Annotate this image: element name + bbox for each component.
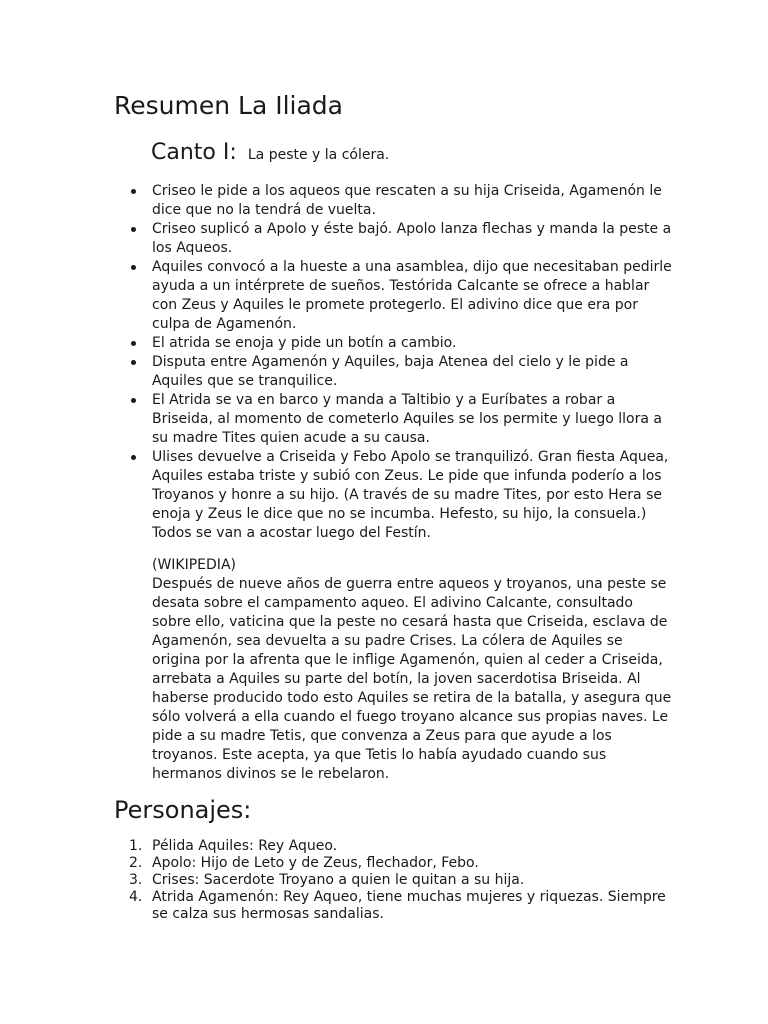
canto-label: Canto I: [151,140,237,165]
character-text: Apolo: Hijo de Leto y de Zeus, flechador, Febo. [152,855,479,871]
summary-list [152,182,672,543]
character-item [129,838,672,855]
characters-list [129,838,672,923]
character-number: 1. [129,838,143,854]
summary-item: Criseo suplicó a Apolo y éste bajó. Apolo lanza flechas y manda la peste a los Aqueos. [152,221,672,256]
summary-item: Disputa entre Agamenón y Aquiles, baja Atenea del cielo y le pide a Aquiles que se tranquilice. [152,353,672,391]
summary-item: Ulises devuelve a Criseida y Febo Apolo se tranquilizó. Gran fiesta Aquea, Aquiles estaba triste y subió con Zeus. Le pide que infunda poderío a los Troyanos y honre a su hijo. (A través de su madre Tites, por esto Hera se enoja y Zeus le dice que no se incumba. Hefesto, su hijo, la consuela.) Todos se van a acostar luego del Festín. [152,448,672,543]
character-text: Atrida Agamenón: Rey Aqueo, tiene muchas mujeres y riquezas. Siempre se calza sus hermosas sandalias. [152,889,666,922]
canto-heading [151,139,389,167]
characters-heading: Personajes: [114,796,252,824]
wiki-source-label: (WIKIPEDIA) [152,557,236,573]
wikipedia-excerpt [152,556,672,784]
character-number: 4. [129,889,143,905]
character-item [129,889,672,923]
canto-subtitle: La peste y la cólera. [247,147,390,163]
character-number: 2. [129,855,143,871]
summary-item: El Atrida se va en barco y manda a Taltibio y a Euríbates a robar a Briseida, al momento de cometerlo Aquiles se los permite y luego llora a su madre Tites quien acude a su causa. [152,391,672,448]
character-text: Pélida Aquiles: Rey Aqueo. [152,838,338,854]
character-item [129,855,672,872]
summary-item: Criseo le pide a los aqueos que rescaten a su hija Criseida, Agamenón le dice que no la tendrá de vuelta. [152,182,672,220]
character-text: Crises: Sacerdote Troyano a quien le quitan a su hija. [152,872,525,888]
character-number: 3. [129,872,143,888]
document-title: Resumen La Iliada [114,91,343,120]
wiki-paragraph: Después de nueve años de guerra entre aqueos y troyanos, una peste se desata sobre el campamento aqueo. El adivino Calcante, consultado sobre ello, vaticina que la peste no cesará hasta que Criseida, esclava de Agamenón, sea devuelta a su padre Crises. La cólera de Aquiles se origina por la afrenta que le inflige Agamenón, quien al ceder a Criseida, arrebata a Aquiles su parte del botín, la joven sacerdotisa Briseida. Al haberse producido todo esto Aquiles se retira de la batalla, y asegura que sólo volverá a ella cuando el fuego troyano alcance sus propias naves. Le pide a su madre Tetis, que convenza a Zeus para que ayude a los troyanos. Este acepta, ya que Tetis lo había ayudado cuando sus hermanos divinos se le rebelaron. [152,576,672,782]
character-item [129,872,672,889]
summary-item: Aquiles convocó a la hueste a una asamblea, dijo que necesitaban pedirle ayuda a un intérprete de sueños. Testórida Calcante se ofrece a hablar con Zeus y Aquiles le promete protegerlo. El adivino dice que era por culpa de Agamenón. [152,259,672,332]
summary-item: El atrida se enoja y pide un botín a cambio. [152,334,672,353]
